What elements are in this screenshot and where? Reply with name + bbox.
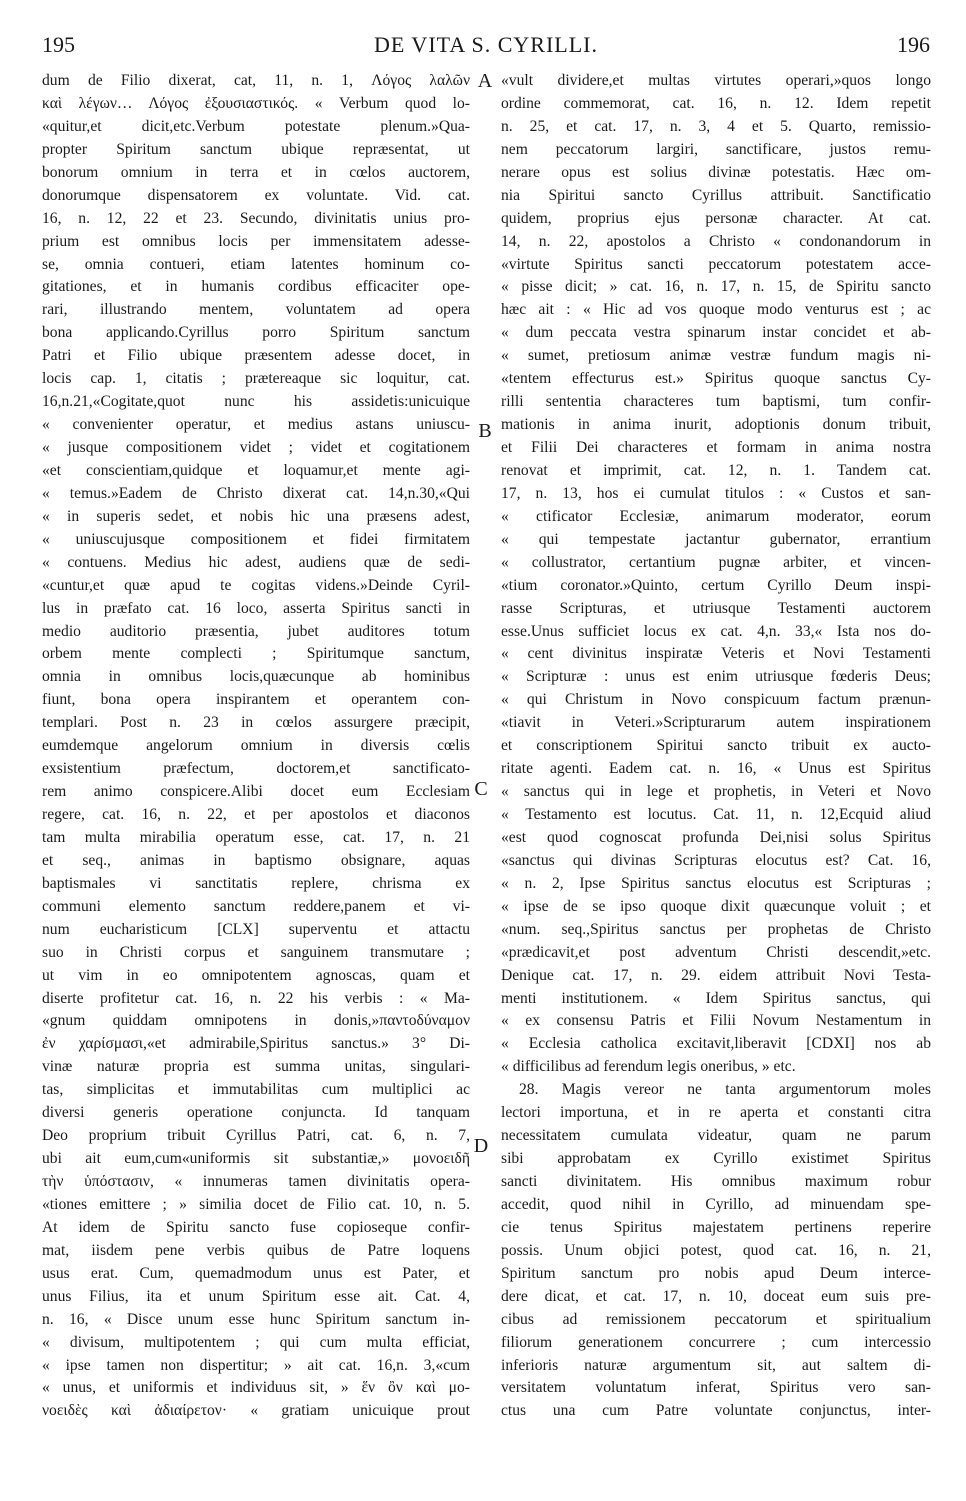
text-line: νοειδὲς καὶ ἀδιαίρετον· « gratiam unicuique prout — [42, 1402, 470, 1420]
margin-letter-c: C — [474, 778, 488, 800]
text-line: «cuntur,et quæ apud te cogitas videns.»Deinde Cyril- — [42, 576, 470, 594]
margin-letter-d: D — [473, 1135, 489, 1157]
text-line: unus Filius, ita et unum Spiritum esse ait. Cat. 4, — [42, 1287, 470, 1305]
text-line: Spiritum sanctum pro nobis apud Deum interce- — [501, 1264, 931, 1282]
text-line: n. 16, « Disce unum esse hunc Spiritum sanctum in- — [42, 1310, 470, 1328]
page-number-right: 196 — [897, 32, 930, 57]
text-line: cie tenus Spiritus majestatem pertinens reperire — [501, 1218, 931, 1236]
text-line: « ipse tamen non dispertitur; » ait cat. 16,n. 3,«cum — [42, 1356, 470, 1374]
text-line: « sumet, pretiosum animæ vestræ fundum magis ni- — [501, 347, 931, 365]
text-line: « convenienter operatur, et medius astans uniuscu- — [42, 416, 470, 434]
text-line: rilli sententia characteres tum baptismi, tum confir- — [501, 393, 931, 411]
text-line: dum de Filio dixerat, cat, 11, n. 1, Λόγος λαλῶν — [42, 72, 470, 89]
text-line: « qui Christum in Novo conspicuum factum prænun- — [501, 691, 931, 709]
page-header — [42, 32, 930, 62]
text-line: suo in Christi corpus et sanguinem transmutare ; — [42, 943, 470, 961]
text-line: τὴν ὑπόστασιν, « innumeras tamen divinitatis opera- — [42, 1173, 470, 1190]
text-line: possis. Unum objici potest, quod cat. 16, n. 21, — [501, 1241, 931, 1259]
text-line: « ipse de se ipso quoque dixit quæcunque voluit ; et — [501, 897, 931, 915]
text-line: « ex consensu Patris et Filii Novum Nestamentum in — [501, 1012, 931, 1030]
text-line: menti institutionem. « Idem Spiritus sanctus, qui — [501, 989, 931, 1007]
text-line: n. 25, et cat. 17, n. 3, 4 et 5. Quarto, remissio- — [501, 117, 931, 135]
text-line: tas, simplicitas et immutabilitas cum multiplici ac — [42, 1081, 470, 1099]
text-line: « difficilibus ad ferendum legis oneribus, » etc. — [501, 1058, 796, 1076]
text-line: « ctificator Ecclesiæ, animarum moderator, eorum — [501, 507, 931, 525]
text-line: nerare opus est solius divinæ potestatis. Hæc om- — [501, 163, 931, 181]
text-line: lus in præfato cat. 16 loco, asserta Spiritus sancti in — [42, 599, 470, 617]
text-line: templari. Post n. 23 in cœlos assurgere præcipit, — [42, 714, 470, 732]
text-line: medio auditorio præsentia, jubet auditores totum — [42, 622, 470, 640]
text-line: diversi generis operatione conjuncta. Id tanquam — [42, 1104, 470, 1122]
text-line: ubi ait eum,cum«uniformis sit substantiæ,» μονοειδῆ — [42, 1150, 470, 1168]
text-line: ctus una cum Patre voluntate conjunctus, inter- — [501, 1402, 931, 1420]
text-line: Denique cat. 17, n. 29. eidem attribuit Novi Testa- — [501, 966, 931, 984]
text-line: « dum peccata vestra spinarum instar concidet et ab- — [501, 324, 931, 342]
text-line: usus erat. Cum, quemadmodum unus est Pater, et — [42, 1264, 470, 1282]
text-line: baptismales vi sanctitatis replere, chrisma ex — [42, 874, 470, 892]
left-column — [42, 70, 470, 1423]
text-line: locis cap. 1, citatis ; prætereaque sic loquitur, cat. — [42, 370, 470, 388]
text-line: sancti divinitatem. His omnibus maximum robur — [501, 1173, 931, 1190]
text-line: «virtute Spiritus sancti peccatorum potestatem acce- — [501, 255, 931, 273]
text-line: filiorum generationem concurrere ; cum intercessio — [501, 1333, 931, 1351]
text-line: prium est omnibus locis per immensitatem adesse- — [42, 232, 470, 250]
text-line: «tiones emittere ; » similia docet de Filio cat. 10, n. 5. — [42, 1195, 470, 1213]
text-line: « uniuscujusque compositionem et fidei firmitatem — [42, 530, 470, 548]
page-number-left: 195 — [42, 32, 75, 57]
text-line: At idem de Spiritu sancto fuse copioseque confir- — [42, 1218, 470, 1236]
text-line: cibus ad remissionem peccatorum et spiritualium — [501, 1310, 931, 1328]
text-line: donorumque dispensatorem ex voluntate. Vid. cat. — [42, 186, 470, 204]
text-line: «tium coronator.»Quinto, certum Cyrillo Deum inspi- — [501, 576, 931, 594]
text-line: regere, cat. 16, n. 22, et per apostolos et diaconos — [42, 806, 470, 823]
text-line: sibi approbatam ex Cyrillo existimet Spiritus — [501, 1150, 931, 1168]
text-line: lectori importuna, et in re aperta et constanti citra — [501, 1104, 931, 1122]
text-line: necessitatem cumulata videatur, quam ne parum — [501, 1127, 931, 1145]
text-line: «gnum quiddam omnipotens in donis,»παντοδύναμον — [42, 1012, 470, 1030]
text-line: mat, iisdem pene verbis quibus de Patre loquens — [42, 1241, 470, 1259]
text-line: omnia in omnibus locis,quæcunque ab hominibus — [42, 668, 470, 686]
text-line: ut vim in eo omnipotentem agnoscas, quam et — [42, 966, 470, 984]
text-line: ἐν χαρίσμασι,«et admirabile,Spiritus sanctus.» 3° Di- — [42, 1035, 470, 1053]
margin-letter-b: B — [478, 420, 492, 442]
text-line: diserte profitetur cat. 16, n. 22 his verbis : « Ma- — [42, 989, 470, 1007]
margin-letter-a: A — [477, 70, 493, 92]
text-line: et seq., animas in baptismo obsignare, aquas — [42, 851, 470, 869]
text-line: «et conscientiam,quidque et loquamur,et mente agi- — [42, 461, 470, 479]
right-column — [501, 70, 931, 1423]
text-line: accedit, quod nihil in Cyrillo, ad minuendam spe- — [501, 1195, 931, 1213]
text-line: bona applicando.Cyrillus porro Spiritum sanctum — [42, 324, 470, 342]
text-line: «prædicavit,et post adventum Christi descendit,»etc. — [501, 943, 931, 961]
text-line: «tentem effecturus est.» Spiritus quoque sanctus Cy- — [501, 370, 931, 388]
text-line: renovat et imprimit, cat. 12, n. 1. Tandem cat. — [501, 461, 931, 479]
text-line: exsistentium præfectum, doctorem,et sanctificato- — [42, 760, 470, 778]
text-line: « pisse dicit; » cat. 16, n. 17, n. 15, de Spiritu sancto — [501, 278, 931, 296]
text-line: ordine commemorat, cat. 16, n. 12. Idem repetit — [501, 94, 931, 112]
text-line: 17, n. 13, hos ei cumulat titulos : « Custos et san- — [501, 484, 931, 502]
text-line: rasse Scripturas, et utriusque Testamenti auctorem — [501, 599, 931, 617]
text-line: nia Spiritui sancto Cyrillus attribuit. Sanctificatio — [501, 186, 931, 204]
text-line: 28. Magis vereor ne tanta argumentorum moles — [519, 1081, 931, 1099]
text-line: eumdemque angelorum omnium in diversis cœlis — [42, 737, 470, 755]
text-line: nem peccatorum largiri, sanctificare, justos remu- — [501, 140, 931, 158]
text-line: « Ecclesia catholica excitavit,liberavit [CDXI] nos ab — [501, 1035, 931, 1053]
text-line: rari, illustrando mentem, voluntatem ad opera — [42, 301, 470, 319]
text-line: « unus, et uniformis et individuus sit, » ἕν ὂν καὶ μο- — [42, 1379, 470, 1397]
text-line: Deo proprium tribuit Cyrillus Patri, cat. 6, n. 7, — [42, 1127, 470, 1145]
text-line: «vult dividere,et multas virtutes operari,»quos longo — [501, 72, 931, 89]
text-line: orbem mente complecti ; Spiritumque sanctum, — [42, 645, 470, 663]
text-line: hæc ait : « Hic ad vos quoque modo venturus est ; ac — [501, 301, 931, 319]
text-line: Patri et Filio ubique præsentem adesse docet, in — [42, 347, 470, 365]
text-line: « cent divinitus inspiratæ Veteris et Novi Testamenti — [501, 645, 931, 663]
text-line: « n. 2, Ipse Spiritus sanctus elocutus est Scripturas ; — [501, 874, 931, 892]
text-line: « qui tempestate jactantur gubernator, errantium — [501, 530, 931, 548]
text-line: 16,n.21,«Cogitate,quot nunc his assidetis:unicuique — [42, 393, 470, 411]
text-line: bonorum omnium in terra et in cœlos auctorem, — [42, 163, 470, 181]
text-line: καὶ λέγων… Λόγος ἐξουσιαστικός. « Verbum quod lo- — [42, 94, 470, 112]
text-line: inferioris naturæ argumentum sit, aut saltem di- — [501, 1356, 931, 1374]
text-line: rem animo conspicere.Alibi docet eum Ecclesiam — [42, 783, 470, 801]
text-line: « temus.»Eadem de Christo dixerat cat. 14,n.30,«Qui — [42, 484, 470, 502]
text-line: et Filii Dei characteres et formam in anima nostra — [501, 439, 931, 456]
text-line: se, omnia contueri, etiam latentes hominum co- — [42, 255, 470, 273]
text-line: « contuens. Medius hic adest, audiens quæ de sedi- — [42, 553, 470, 571]
running-title: DE VITA S. CYRILLI. — [374, 32, 598, 57]
text-line: «est quod cognoscat profunda Dei,nisi solus Spiritus — [501, 828, 931, 846]
text-line: «num. seq.,Spiritus sanctus per prophetas de Christo — [501, 920, 931, 938]
text-line: communi elemento sanctum reddere,panem et vi- — [42, 897, 470, 915]
text-line: propter Spiritum sanctum ubique repræsentat, ut — [42, 140, 470, 158]
text-line: versitatem voluntatum inferat, Spiritus vero san- — [501, 1379, 931, 1397]
text-line: «quitur,et dicit,etc.Verbum potestate plenum.»Qua- — [42, 117, 470, 135]
text-line: «tiavit in Veteri.»Scripturarum autem inspirationem — [501, 714, 931, 732]
text-line: et conscriptionem Spiritui sancto tribuit ex aucto- — [501, 737, 931, 755]
text-line: « Testamento est locutus. Cat. 11, n. 12,Ecquid aliud — [501, 806, 931, 823]
text-line: ritate agenti. Eadem cat. n. 16, « Unus est Spiritus — [501, 760, 931, 778]
text-line: quidem, proprius ejus personæ character. At cat. — [501, 209, 931, 227]
text-line: gitationes, et in humanis cordibus efficaciter ope- — [42, 278, 470, 296]
text-line: « Scripturæ : unus est enim utriusque fœderis Deus; — [501, 668, 931, 686]
text-line: esse.Unus sufficiet locus ex cat. 4,n. 33,« Ista nos do- — [501, 622, 931, 640]
text-line: « sanctus qui in lege et prophetis, in Veteri et Novo — [501, 783, 931, 801]
text-line: dere dicat, et cat. 17, n. 10, doceat eum suis pre- — [501, 1287, 931, 1305]
text-line: « collustrator, certantium pugnæ arbiter, et vincen- — [501, 553, 931, 571]
text-line: num eucharisticum [CLX] superventu et attactu — [42, 920, 470, 938]
text-line: 16, n. 12, 22 et 23. Secundo, divinitatis unius pro- — [42, 209, 470, 227]
text-line: «sanctus qui divinas Scripturas elocutus est? Cat. 16, — [501, 851, 931, 869]
text-line: « in superis sedet, et nobis hic una præsens adest, — [42, 507, 470, 525]
text-line: « jusque compositionem videt ; videt et cogitationem — [42, 439, 470, 456]
text-line: « divisum, multipotentem ; qui cum multa efficiat, — [42, 1333, 470, 1351]
text-line: fiunt, bona opera inspirantem et operantem con- — [42, 691, 470, 709]
text-line: mationis in anima inurit, adoptionis donum tribuit, — [501, 416, 931, 434]
text-line: tam multa mirabilia operatum esse, cat. 17, n. 21 — [42, 828, 470, 846]
text-line: 14, n. 22, apostolos a Christo « condonandorum in — [501, 232, 931, 250]
text-line: vinæ naturæ propria est summa unitas, singulari- — [42, 1058, 470, 1076]
